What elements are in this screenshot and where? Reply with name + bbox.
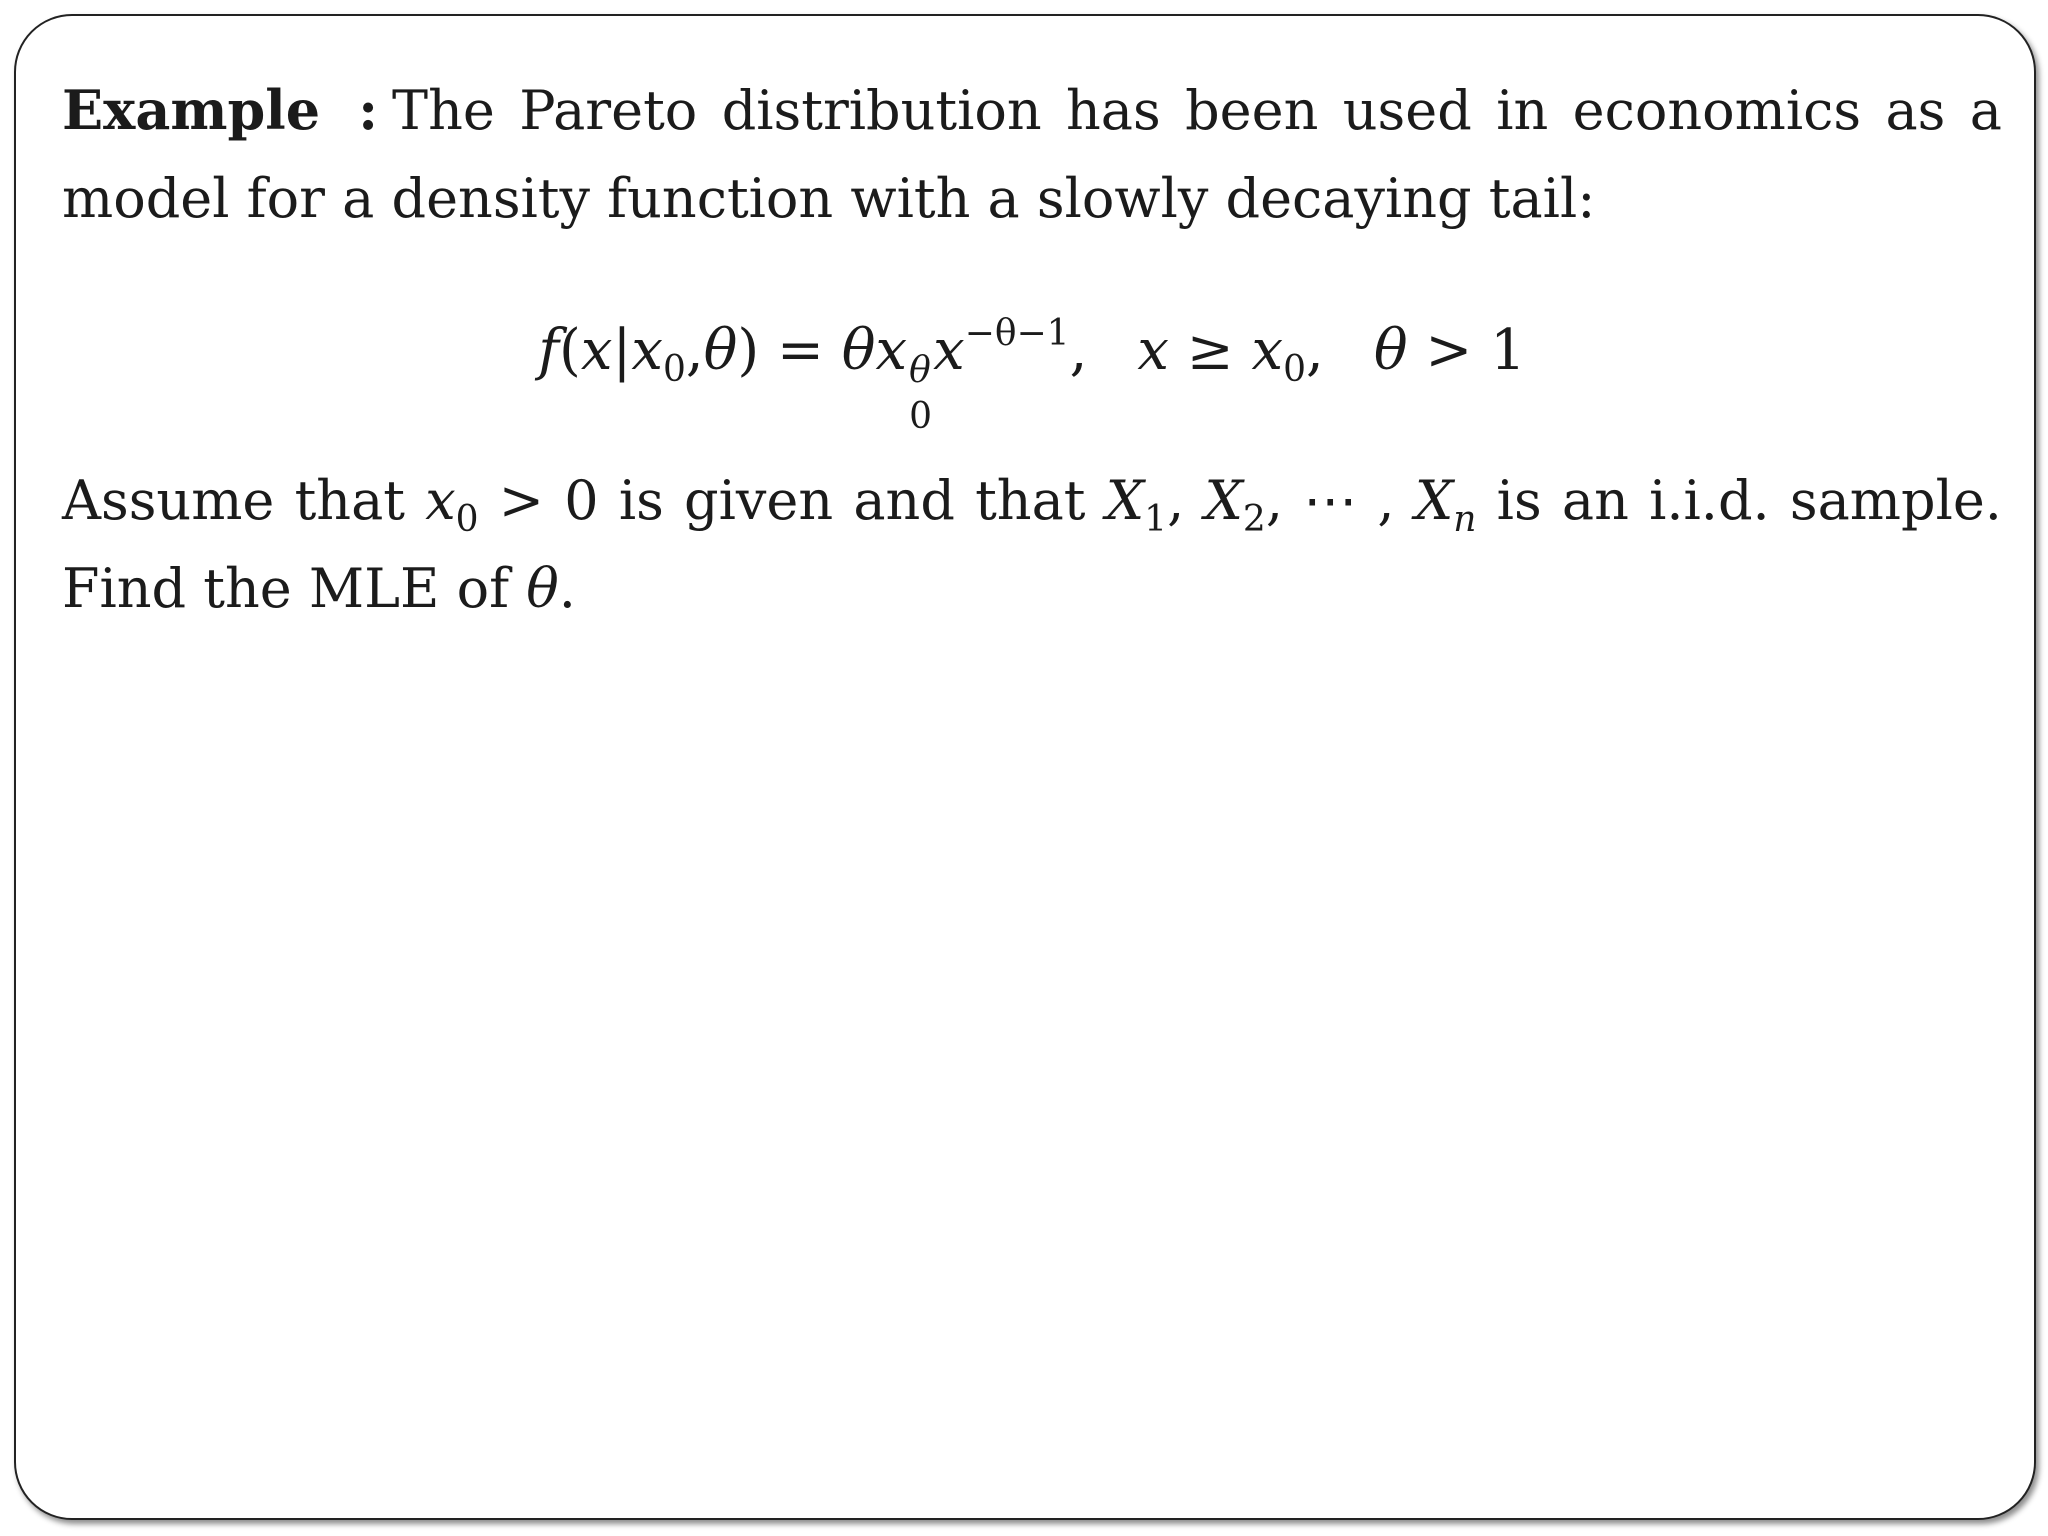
- formula-bar: |: [612, 318, 632, 383]
- sample-X2: X: [1204, 469, 1243, 532]
- formula-x: x: [580, 318, 613, 383]
- pareto-density-formula: [62, 301, 2002, 437]
- sample-comma-1: ,: [1167, 469, 1205, 532]
- slide-content: [62, 66, 2002, 633]
- formula-cond1-op: ≥: [1168, 318, 1252, 383]
- sample-dots: , ⋯ ,: [1265, 469, 1415, 532]
- sample-Xn-sub: n: [1453, 499, 1477, 540]
- assume-text-1: Assume that: [62, 469, 426, 532]
- formula-x0-sub: 0: [662, 349, 686, 390]
- formula-rhs-x0-sup: θ: [909, 350, 931, 391]
- final-period: .: [558, 557, 576, 620]
- formula-x0: x: [631, 318, 663, 383]
- assume-text-2: > 0 is given and that: [478, 469, 1106, 532]
- formula-rhs-exponent: −θ−1: [964, 313, 1070, 354]
- example-separator: :: [358, 78, 379, 142]
- assume-x0-sub: 0: [455, 499, 479, 540]
- sample-X1: X: [1105, 469, 1145, 532]
- slide-frame: [14, 14, 2036, 1520]
- formula-cond1-sub: 0: [1283, 349, 1307, 390]
- formula-f: f: [538, 318, 560, 383]
- formula-close-paren: ): [737, 318, 760, 383]
- sample-Xn: X: [1414, 469, 1454, 532]
- formula-rhs-x0-scripts: [907, 350, 933, 437]
- formula-rhs-x: x: [933, 318, 965, 383]
- formula-equals: =: [759, 318, 842, 383]
- formula-cond2-rest: > 1: [1407, 318, 1526, 383]
- example-label: Example: [62, 78, 321, 142]
- formula-rhs-x0-sub: 0: [909, 396, 932, 437]
- assume-text-3: is an i.i.d. sample. Find the MLE of: [62, 469, 2002, 620]
- formula-cond2-theta: θ: [1373, 318, 1408, 383]
- final-theta: θ: [526, 557, 559, 620]
- sample-X2-sub: 2: [1242, 499, 1266, 540]
- intro-paragraph: [62, 66, 2002, 243]
- assume-x0: x: [425, 469, 456, 532]
- formula-rhs-x0: x: [875, 318, 908, 383]
- formula-cond1-x0: x: [1251, 318, 1284, 383]
- sample-X1-sub: 1: [1144, 499, 1168, 540]
- formula-trailing-comma: ,: [1069, 318, 1088, 383]
- formula-rhs-theta: θ: [841, 318, 876, 383]
- formula-cond1-comma: ,: [1306, 318, 1324, 383]
- formula-cond1-x: x: [1137, 318, 1169, 383]
- formula-open-paren: (: [559, 318, 581, 383]
- intro-text: The Pareto distribution has been used in economics as a model for a density function with a slowly decaying tail:: [62, 79, 2002, 230]
- formula-comma: ,: [685, 318, 704, 383]
- assume-paragraph: [62, 457, 2002, 633]
- formula-theta: θ: [703, 318, 738, 383]
